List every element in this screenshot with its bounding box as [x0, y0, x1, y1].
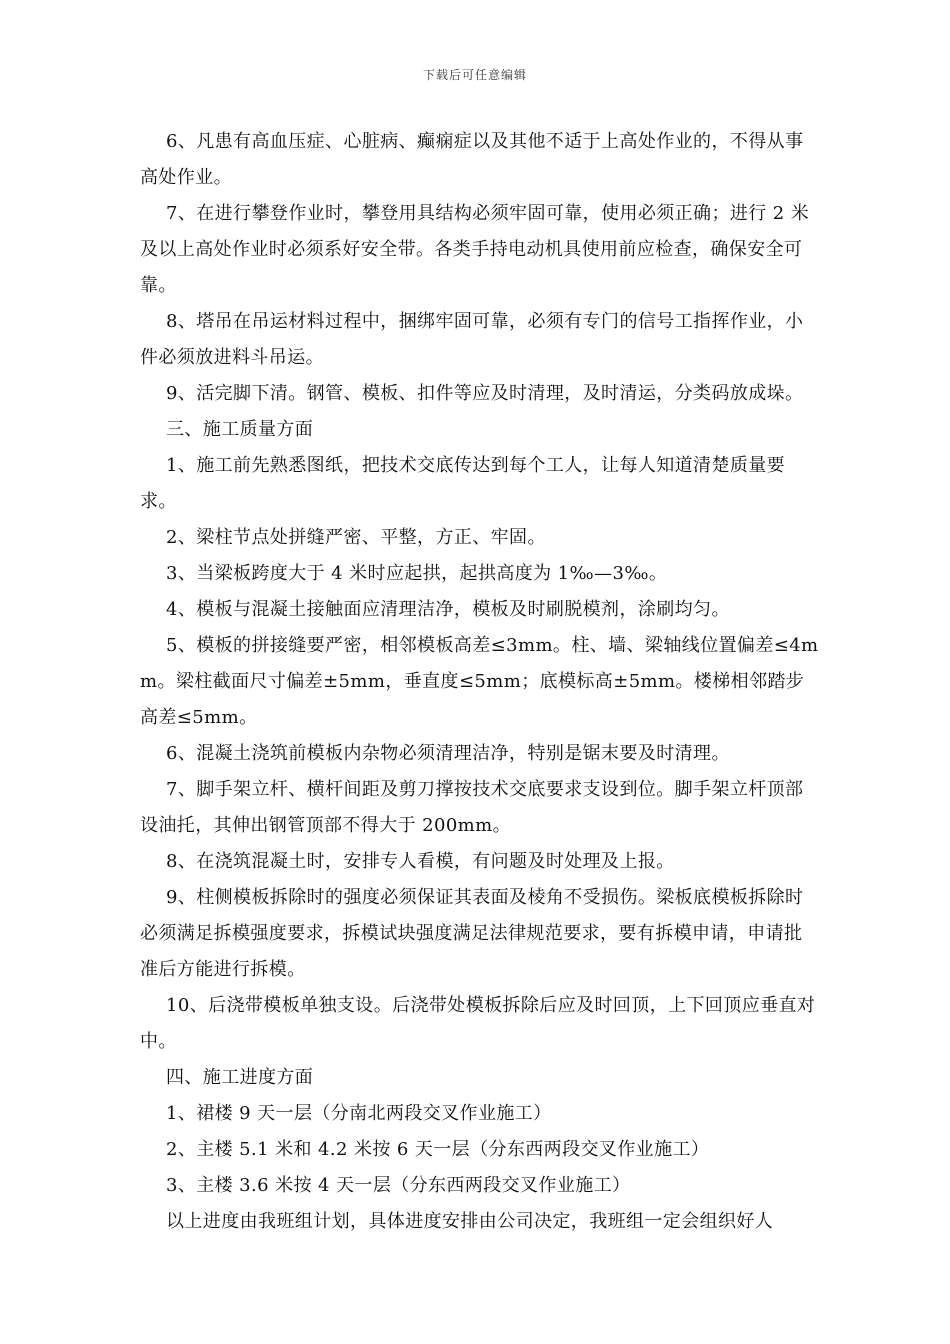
quality-item-5: 5、模板的拼接缝要严密，相邻模板高差≤3mm。柱、墙、梁轴线位置偏差≤4mm。梁柱截面尺寸偏差±5mm，垂直度≤5mm；底模标高±5mm。楼梯相邻踏步高差≤5mm。	[140, 635, 819, 728]
paragraph-item-6: 6、凡患有高血压症、心脏病、癫痫症以及其他不适于上高处作业的，不得从事高处作业。	[140, 131, 804, 188]
quality-item-6: 6、混凝土浇筑前模板内杂物必须清理洁净，特别是锯末要及时清理。	[166, 743, 730, 764]
quality-item-1: 1、施工前先熟悉图纸，把技术交底传达到每个工人，让每人知道清楚质量要求。	[140, 455, 786, 512]
paragraph-item-8: 8、塔吊在吊运材料过程中，捆绑牢固可靠，必须有专门的信号工指挥作业，小件必须放进料斗吊运。	[140, 311, 804, 368]
schedule-item-3: 3、主楼 3.6 米按 4 天一层（分东西两段交叉作业施工）	[166, 1175, 631, 1196]
quality-item-9: 9、柱侧模板拆除时的强度必须保证其表面及棱角不受损伤。梁板底模板拆除时必须满足拆模强度要求，拆模试块强度满足法律规范要求，要有拆模申请，申请批准后方能进行拆模。	[140, 887, 804, 980]
schedule-item-2: 2、主楼 5.1 米和 4.2 米按 6 天一层（分东西两段交叉作业施工）	[166, 1139, 710, 1160]
quality-item-8: 8、在浇筑混凝土时，安排专人看模，有问题及时处理及上报。	[166, 851, 675, 872]
quality-item-2: 2、梁柱节点处拼缝严密、平整，方正、牢固。	[166, 527, 546, 548]
paragraph-item-9: 9、活完脚下清。钢管、模板、扣件等应及时清理，及时清运，分类码放成垛。	[166, 383, 804, 404]
quality-item-10: 10、后浇带模板单独支设。后浇带处模板拆除后应及时回顶，上下回顶应垂直对中。	[140, 995, 816, 1052]
quality-item-7: 7、脚手架立杆、横杆间距及剪刀撑按技术交底要求支设到位。脚手架立杆顶部设油托，其伸出钢管顶部不得大于 200mm。	[140, 779, 804, 836]
closing-paragraph: 以上进度由我班组计划，具体进度安排由公司决定，我班组一定会组织好人	[166, 1211, 774, 1232]
document-body	[140, 124, 820, 1240]
quality-item-4: 4、模板与混凝土接触面应清理洁净，模板及时刷脱模剂，涂刷均匀。	[166, 599, 730, 620]
section-heading-schedule: 四、施工进度方面	[166, 1067, 314, 1088]
section-heading-quality: 三、施工质量方面	[166, 419, 314, 440]
schedule-item-1: 1、裙楼 9 天一层（分南北两段交叉作业施工）	[166, 1103, 552, 1124]
paragraph-item-7: 7、在进行攀登作业时，攀登用具结构必须牢固可靠，使用必须正确；进行 2 米及以上高处作业时必须系好安全带。各类手持电动机具使用前应检查，确保安全可靠。	[140, 203, 810, 296]
quality-item-3: 3、当梁板跨度大于 4 米时应起拱，起拱高度为 1‰—3‰。	[166, 563, 668, 584]
header-note: 下载后可任意编辑	[422, 68, 527, 82]
